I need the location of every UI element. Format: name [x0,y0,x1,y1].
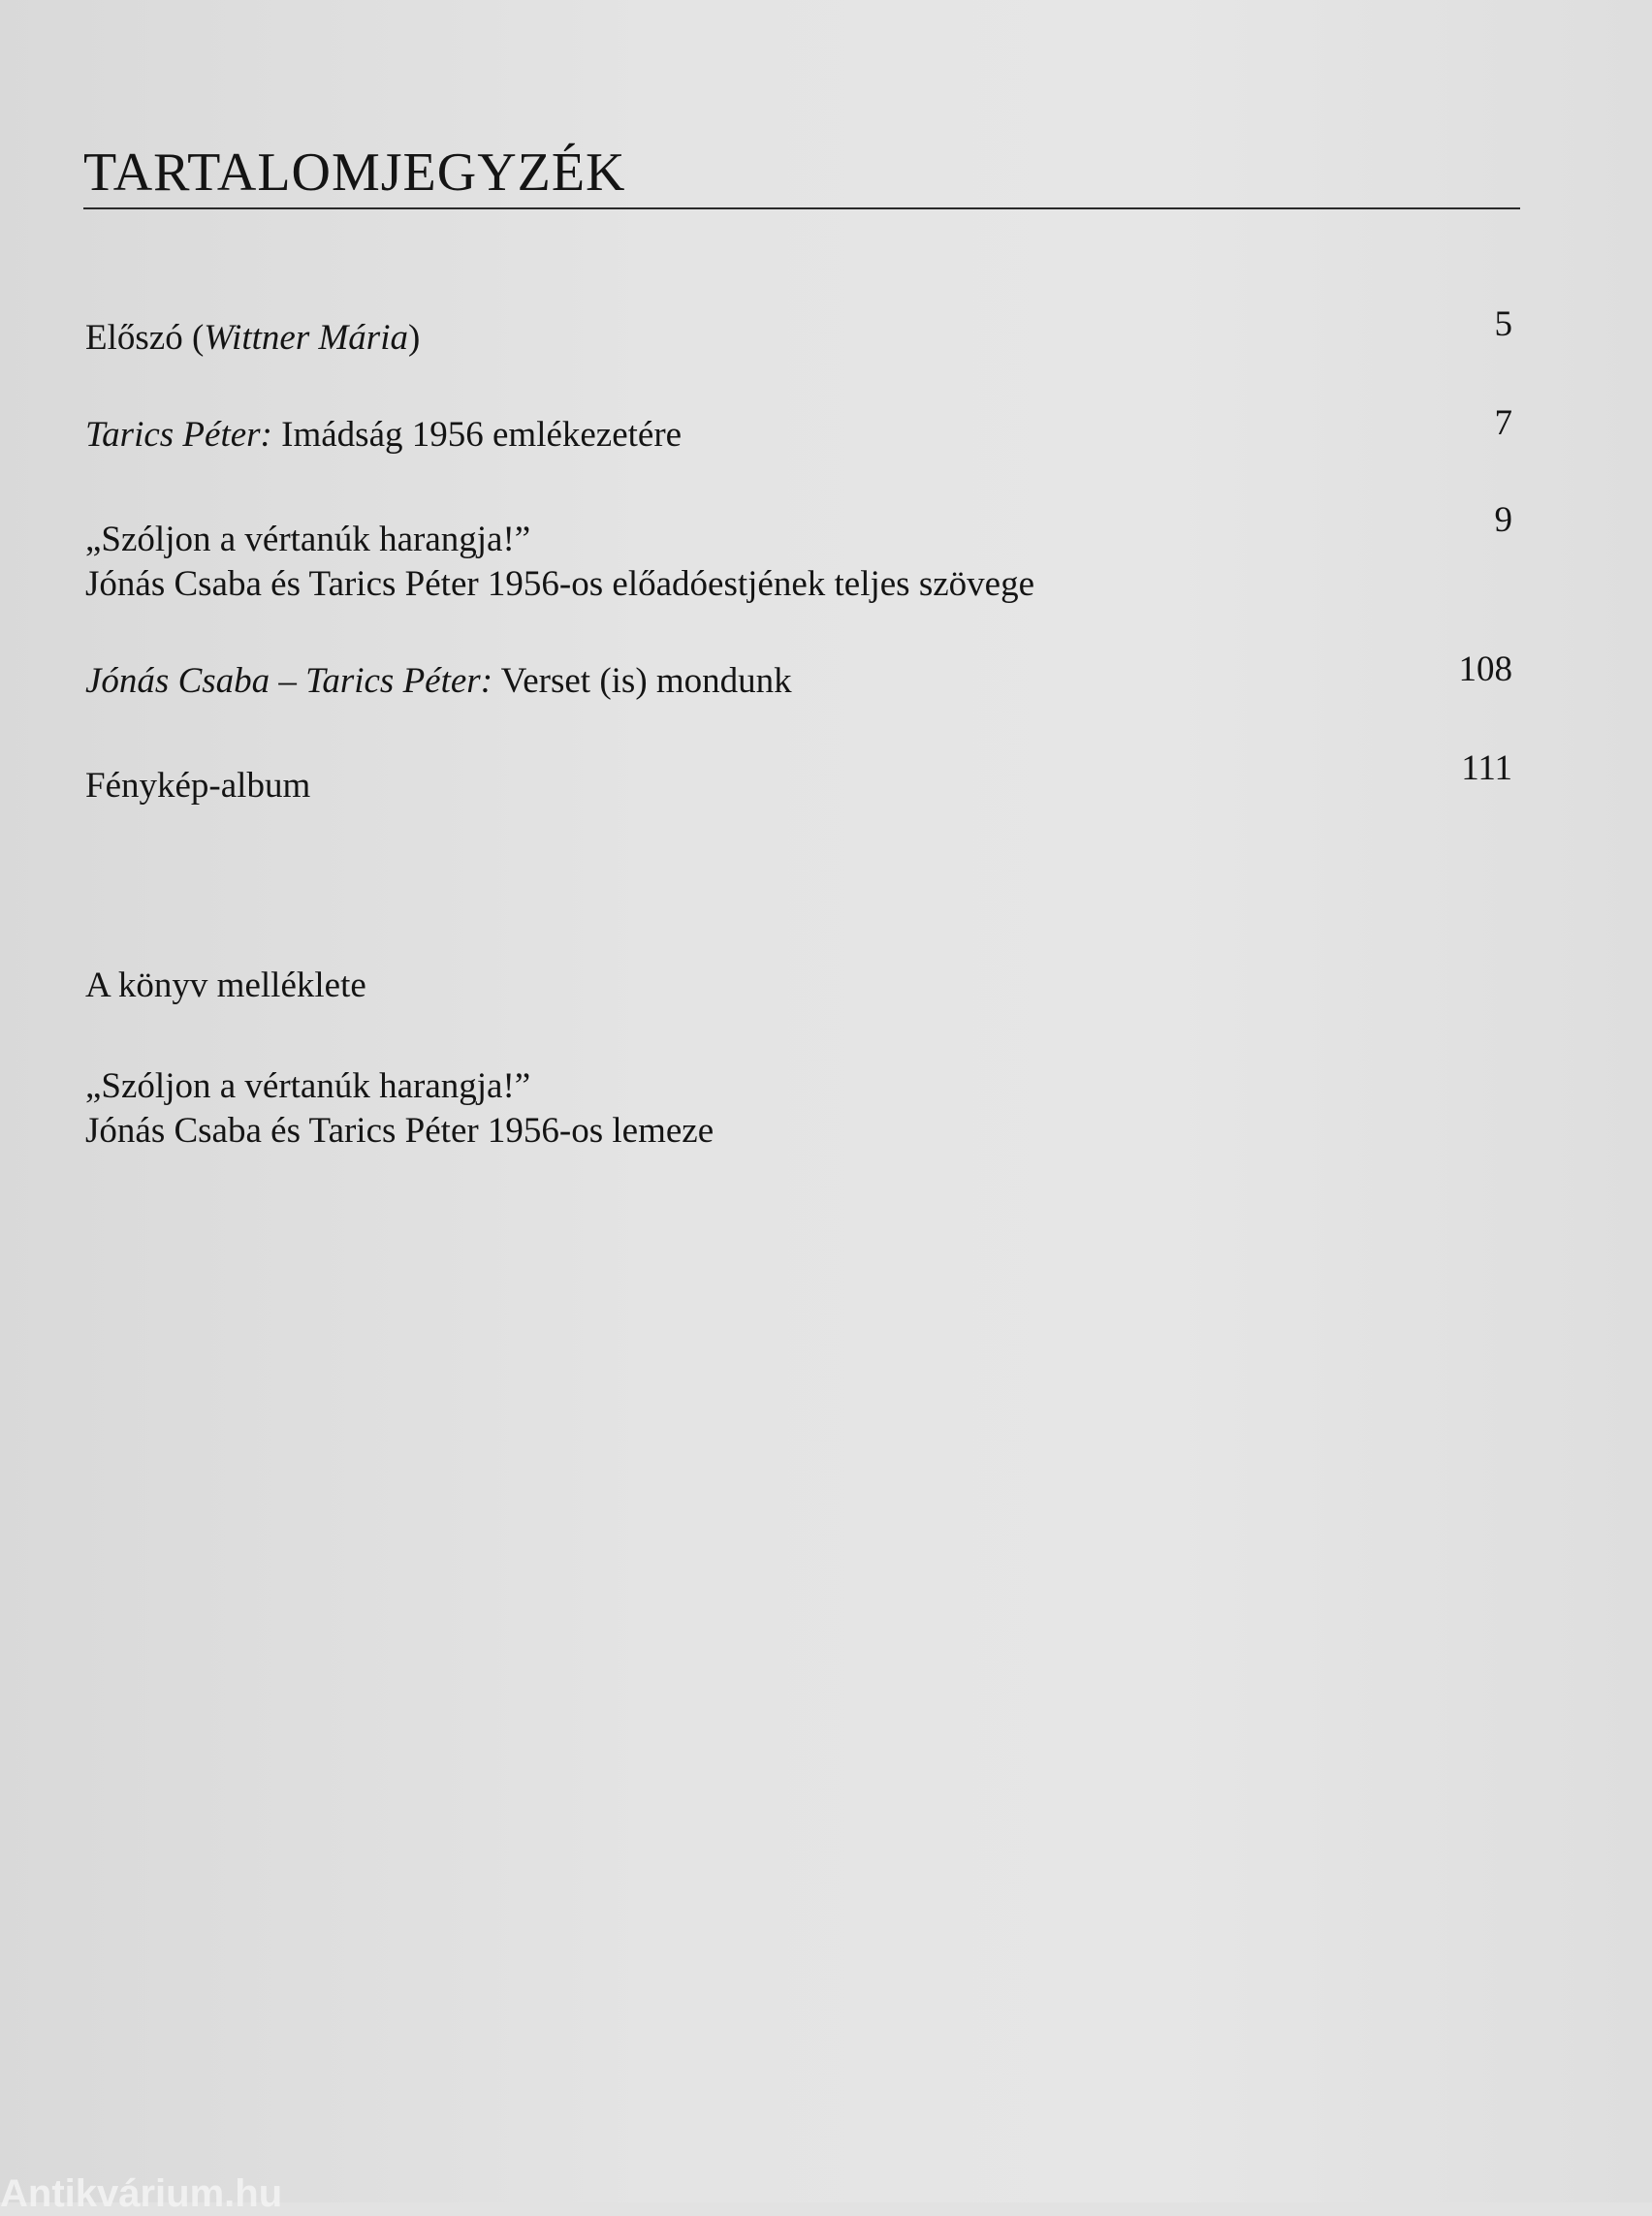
appendix-line2: Jónás Csaba és Tarics Péter 1956-os lemeze [85,1111,715,1151]
entry-author: Wittner Mária [204,318,408,358]
toc-entry-foreword [85,312,420,364]
toc-page-number: 7 [1494,403,1512,443]
watermark: Antikvárium.hu [0,2172,283,2215]
toc-entry-photo-album: Fénykép-album [85,766,311,806]
toc-entry-prayer [85,409,682,461]
toc-page-number: 5 [1494,304,1512,344]
entry-author: Jónás Csaba – Tarics Péter: [85,661,493,701]
entry-text: ) [407,318,421,358]
entry-text: Verset (is) mondunk [492,661,792,701]
toc-page-number: 108 [1458,649,1512,689]
entry-text: Előszó ( [85,318,205,358]
toc-entry-performance-line2: Jónás Csaba és Tarics Péter 1956-os előadóestjének teljes szövege [85,564,1035,604]
entry-author: Tarics Péter: [85,415,272,455]
appendix-line1: „Szóljon a vértanúk harangja!” [85,1066,531,1106]
toc-page-number: 9 [1494,500,1512,540]
appendix-heading: A könyv melléklete [85,966,366,1005]
entry-text: Imádság 1956 emlékezetére [271,415,683,455]
toc-entry-performance-line1: „Szóljon a vértanúk harangja!” [85,520,531,559]
title-underline [83,207,1520,209]
toc-page-number: 111 [1461,748,1512,788]
page-title: TARTALOMJEGYZÉK [83,142,626,203]
toc-entry-poems [85,655,792,708]
